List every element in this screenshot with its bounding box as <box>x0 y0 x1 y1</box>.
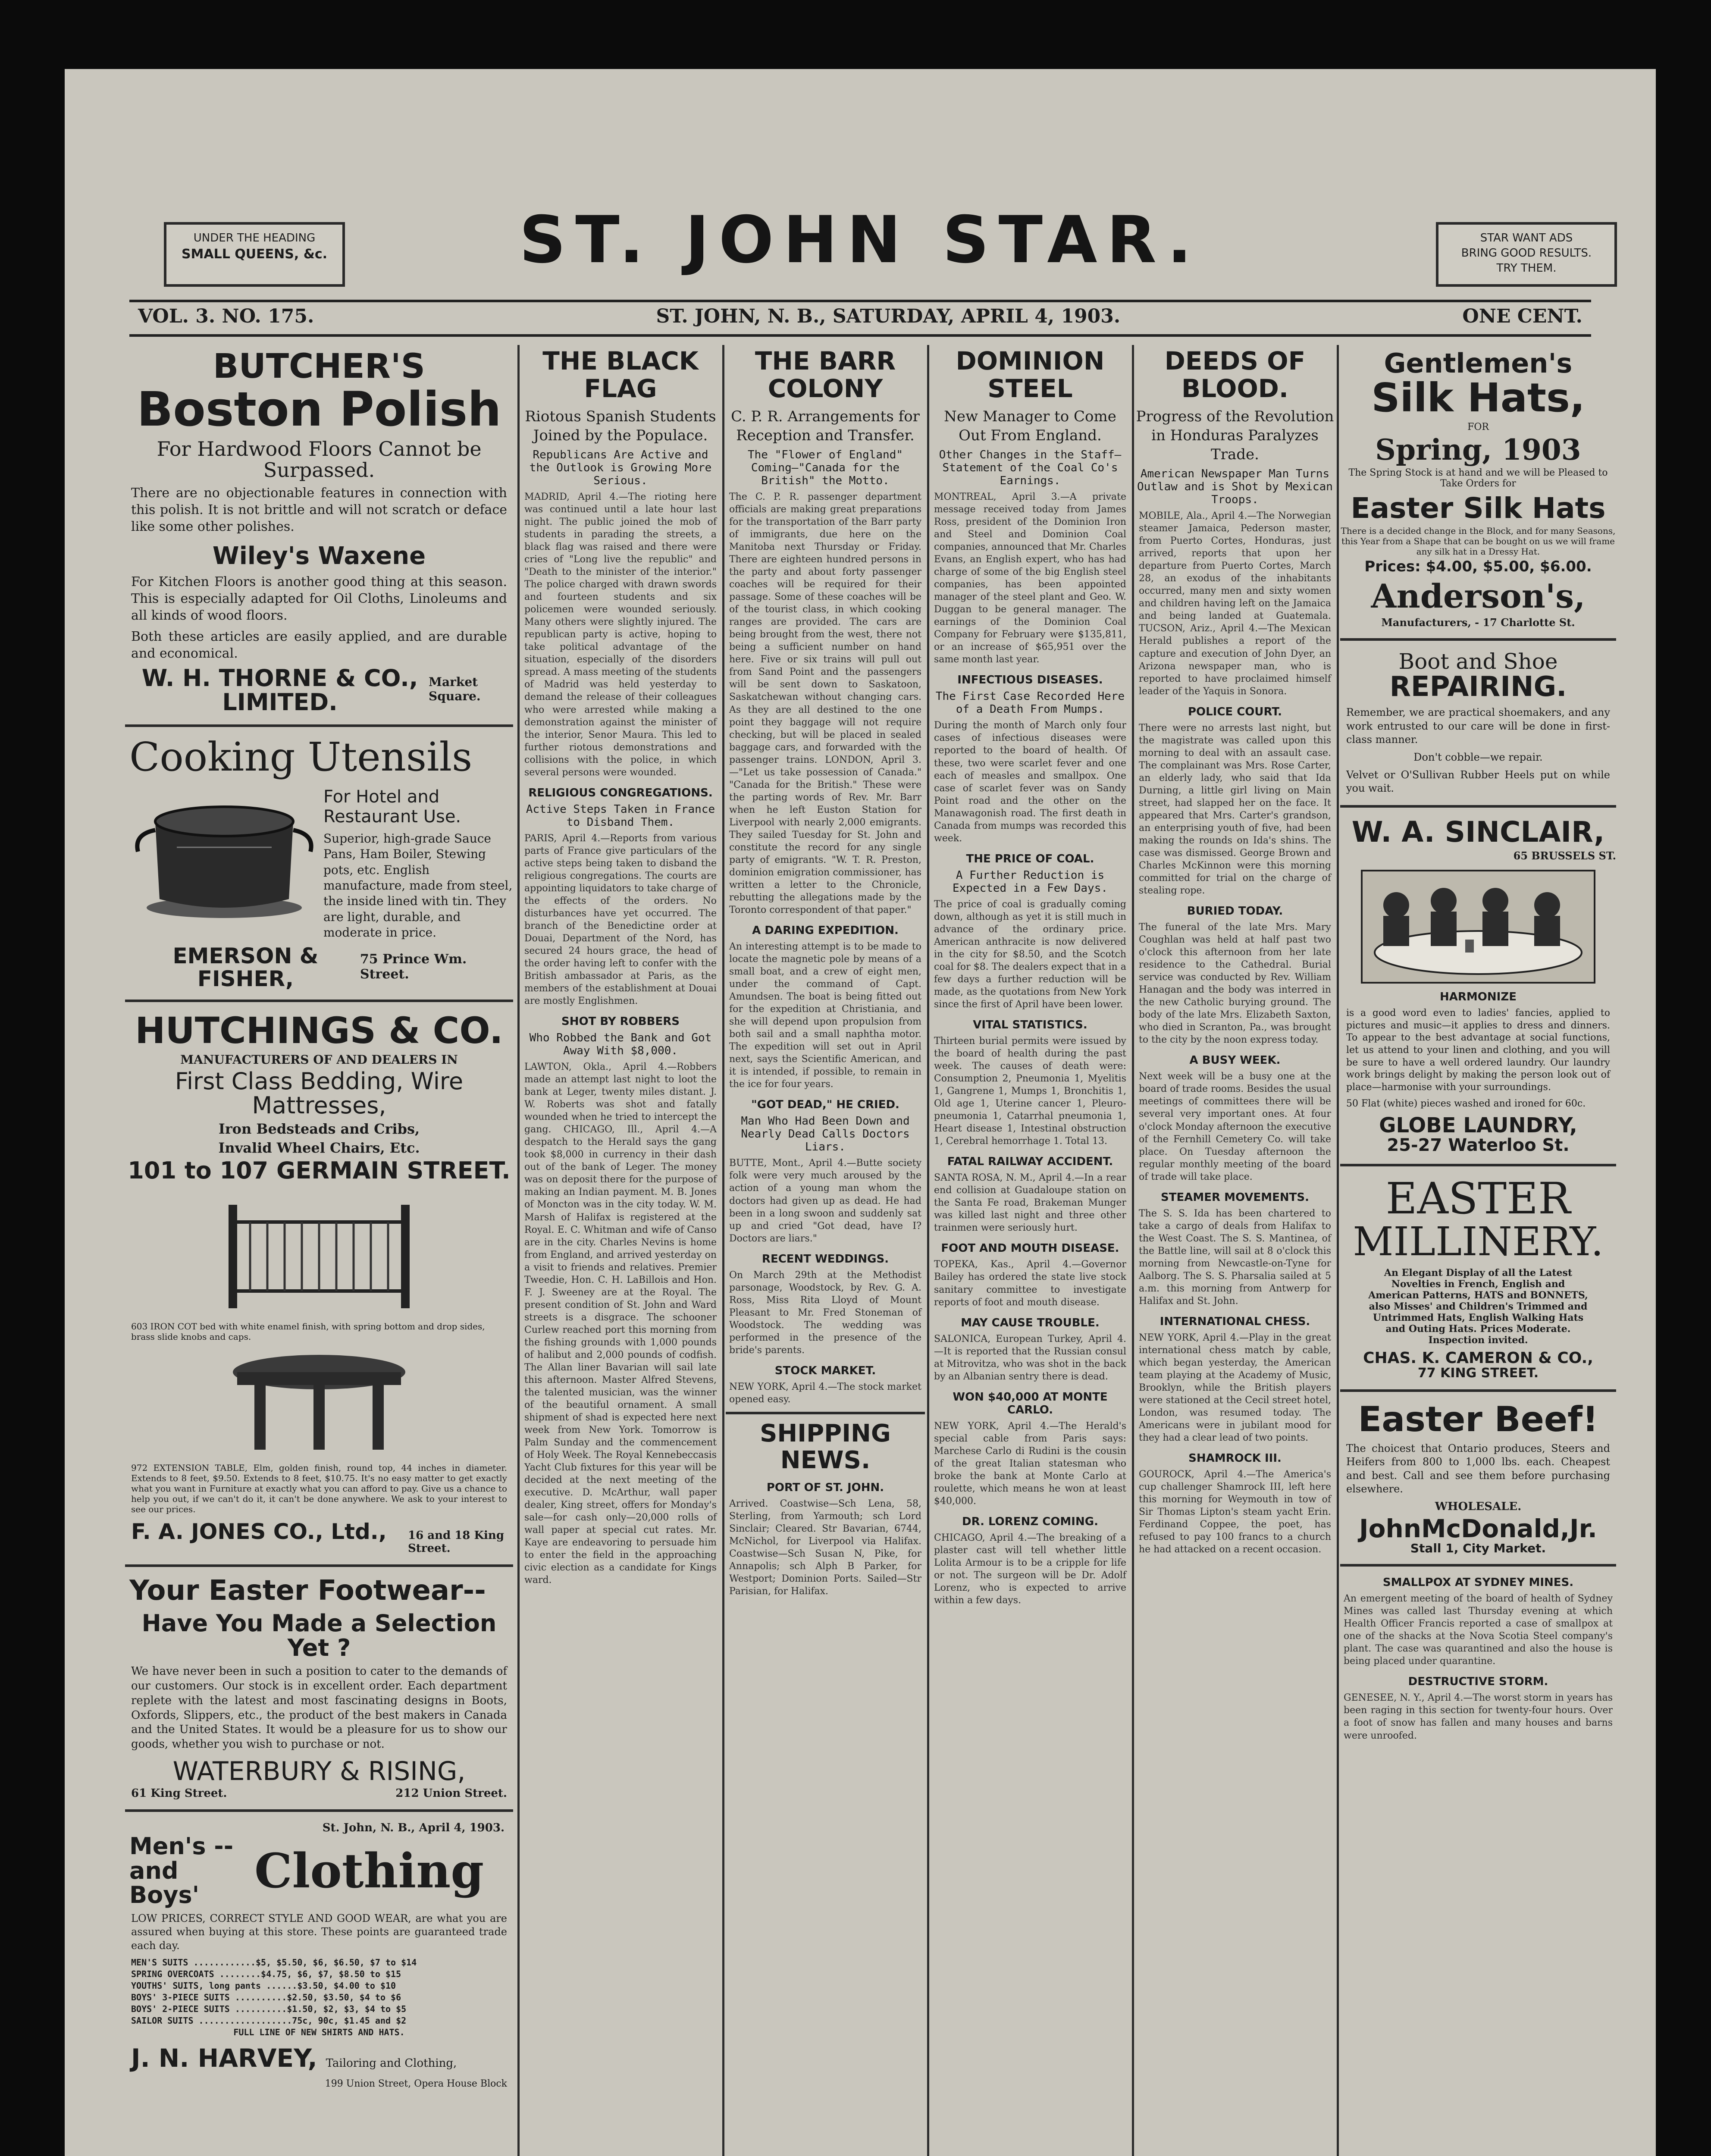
column-rule <box>1337 345 1339 2156</box>
coal-deck: A Further Reduction is Expected in a Few Days. <box>952 868 1108 895</box>
smallpox-headline: SMALLPOX AT SYDNEY MINES. <box>1382 1576 1574 1589</box>
column-rule <box>927 345 929 2156</box>
ear-right-line: TRY THEM. <box>1496 262 1557 275</box>
black-flag-deck: Riotous Spanish Students Joined by the Populace. <box>525 407 716 444</box>
waxene-title: Wiley's Waxene <box>212 542 426 570</box>
ad-divider <box>125 1564 513 1567</box>
railway-accident-story: SANTA ROSA, N. M., April 4.—In a rear end collision at Guadaloupe station on the Santa Fe road, Brakeman Munger was killed last night and three other trainmen were seriously hurt. <box>934 1172 1126 1234</box>
vital-statistics-headline: VITAL STATISTICS. <box>973 1018 1087 1031</box>
robbers-headline: SHOT BY ROBBERS <box>561 1015 680 1028</box>
crib-caption: 603 IRON COT bed with white enamel finish, with spring bottom and drop sides, brass slide knobs and caps. <box>131 1321 485 1342</box>
waterbury-address-1: 61 King Street. <box>131 1787 227 1800</box>
expedition-story: An interesting attempt is to be made to locate the magnetic pole by means of a small boat, and a crew of eight men, under the command of Capt. Amundsen. The boat is being fitted out for the expedition at Christiania, and she will depend upon propulsion from both sail and a small naphtha motor. The expedition will set out in April next, says the Scientific American, and it is intended, if possible, to remain in the ice for four years. <box>729 941 921 1090</box>
infectious-headline: INFECTIOUS DISEASES. <box>957 674 1103 687</box>
news-column-black-flag <box>521 345 720 2156</box>
news-column-deeds-of-blood <box>1135 345 1335 2156</box>
price-line: BOYS' 2-PIECE SUITS ..........$1.50, $2, $3, $4 to $5 <box>131 2003 407 2014</box>
vital-statistics-story: Thirteen burial permits were issued by the board of health during the past week. The causes of death were: Consumption 2, Pneumonia 1, Myelitis 1, Gangrene 1, Mumps 1, Bronchitis 1, Old age 1, Uterine cancer 1, Pleuro-pneumonia 1, Catarrhal pneumonia 1, Heart disease 1, Intestinal obstruction 1, Cerebral hemorrhage 1. Total 13. <box>934 1036 1126 1147</box>
ad-divider <box>1340 1564 1616 1567</box>
shipping-news-headline: SHIPPING NEWS. <box>760 1419 891 1474</box>
black-flag-subdeck: Republicans Are Active and the Outlook is Growing More Serious. <box>529 448 712 487</box>
easter-silk-hats: Easter Silk Hats <box>1351 491 1606 525</box>
infectious-story: During the month of March only four cases of infectious diseases were reported to the board of health. Of these, two were scarlet fever and one each of measles and smallpox. One case of scarlet fever was on Sandy Point road and the other on the Manawagonish road. The first death in Canada from mumps was recorded this week. <box>934 720 1126 844</box>
gentlemens-title: Gentlemen's <box>1384 348 1573 379</box>
waterbury-address-2: 212 Union Street. <box>395 1787 507 1800</box>
shamrock-headline: SHAMROCK III. <box>1188 1452 1282 1465</box>
easter-beef-title: Easter Beef! <box>1358 1399 1598 1440</box>
waterbury-addresses <box>131 1787 507 1800</box>
railway-accident-headline: FATAL RAILWAY ACCIDENT. <box>947 1155 1113 1169</box>
buried-headline: BURIED TODAY. <box>1187 905 1283 918</box>
andersons-address: Manufacturers, - 17 Charlotte St. <box>1381 616 1575 629</box>
thorne-name: W. H. THORNE & CO., LIMITED. <box>141 664 418 716</box>
wholesale-label: WHOLESALE. <box>1435 1500 1522 1513</box>
cooking-text: Superior, high-grade Sauce Pans, Ham Boiler, Stewing pots, etc. English manufacture, made from steel, the inside lined with tin. They are light, durable, and moderate in price. <box>323 831 513 940</box>
ear-right-line: BRING GOOD RESULTS. <box>1461 247 1592 260</box>
steamer-headline: STEAMER MOVEMENTS. <box>1161 1191 1309 1204</box>
storm-story: GENESEE, N. Y., April 4.—The worst storm in years has been raging in this section for twenty-four hours. Over a foot of snow has fallen and many houses and barns were unroofed. <box>1344 1692 1613 1741</box>
dominion-steel-subdeck: Other Changes in the Staff—Statement of the Coal Co's Earnings. <box>939 448 1122 487</box>
harvey-address: 199 Union Street, Opera House Block <box>325 2078 507 2089</box>
ad-column-right <box>1340 345 1616 2156</box>
butchers-title: BUTCHER'S <box>213 347 425 386</box>
black-flag-story: MADRID, April 4.—The rioting here was continued until a late hour last night. The public joined the mob of students in parading the streets, a black flag was raised and there were cries of "Long live the republic" and "Death to the minister of the interior." The police charged with drawn swords and fourteen students and six policemen were wounded seriously. Many others were slightly injured. The republican party is active, hoping to take political advantage of the situation, especially of the disorders spread. A mass meeting of the students of Madrid was held yesterday to demand the release of their colleagues who were arrested while making a demonstration against the minister of the interior, Senor Maura. This led to further riotous demonstrations and collisions with the police, in which several persons were wounded. <box>524 491 717 778</box>
chess-headline: INTERNATIONAL CHESS. <box>1159 1315 1310 1328</box>
waterbury-name: WATERBURY & RISING, <box>172 1756 466 1787</box>
polish-text: There are no objectionable features in connection with this polish. It is not brittle and will not scratch or deface like some other polishes. <box>131 485 507 534</box>
ear-left-line: SMALL QUEENS, &c. <box>181 247 328 262</box>
volume-number: VOL. 3. NO. 175. <box>138 305 314 327</box>
waxene-text-2: Both these articles are easily applied, and are durable and economical. <box>131 629 507 661</box>
issue-date: ST. JOHN, N. B., SATURDAY, APRIL 4, 1903. <box>656 305 1121 327</box>
sauce-pan-illustration <box>125 783 323 925</box>
barr-colony-subdeck: The "Flower of England" Coming—"Canada for the British" the Motto. <box>747 448 903 487</box>
ad-divider <box>125 724 513 727</box>
stock-market-headline: STOCK MARKET. <box>774 1364 876 1377</box>
spring-1903: Spring, 1903 <box>1375 432 1581 467</box>
price-line: BOYS' 3-PIECE SUITS ..........$2.50, $3.50, $4 to $6 <box>131 1992 401 2002</box>
cameron-address: 77 KING STREET. <box>1417 1365 1539 1381</box>
millinery-title: MILLINERY. <box>1353 1219 1604 1265</box>
busy-week-story: Next week will be a busy one at the board of trade rooms. Besides the usual meetings of committees there will be several very important ones. At four o'clock Monday afternoon the executive of the Fernhill Cemetery Co. will take place. On Tuesday afternoon the regular monthly meeting of the board of trade will take place. <box>1139 1071 1331 1182</box>
trouble-story: SALONICA, European Turkey, April 4.—It is reported that the Russian consul at Mitrovitza, who was shot in the back by an Albanian sentry there is dead. <box>934 1333 1126 1382</box>
barr-colony-story: The C. P. R. passenger department officials are making great preparations for the transportation of the Barr party of immigrants, due here on the Manitoba next Thursday or Friday. There are eighteen hundred persons in the party and about forty passenger coaches will be required for their passage. Some of these coaches will be of the tourist class, in which cooking ranges are provided. The cars are being brought from the west, there not being a sufficient number on hand here. Five or six trains will pull out from Sand Point and the passengers will be sent down to Saskatoon, Saskatchewan without changing cars. As they are all destined to the one point they baggage will not require checking, but will be placed in sealed baggage cars, and forwarded with the passenger trains. LONDON, April 3.—"Let us take possession of Canada." "Canada for the British." These were the parting words of Rev. Mr. Barr when he left Euston Station for Liverpool with nearly 2,000 emigrants. They sailed Tuesday for St. John and constitute the record for any single party of emigrants. "W. T. R. Preston, dominion emigration commissioner, has written a letter to the Chronicle, rebutting the allegations made by the Toronto correspondent of that paper." <box>729 491 921 915</box>
harmonize-text-2: 50 Flat (white) pieces washed and ironed for 60c. <box>1346 1098 1586 1109</box>
thorne-address: Market Square. <box>429 674 481 703</box>
barr-colony-deck: C. P. R. Arrangements for Reception and Transfer. <box>731 407 920 444</box>
port-subhead: PORT OF ST. JOHN. <box>766 1481 884 1495</box>
stock-market-story: NEW YORK, April 4.—The stock market opened easy. <box>729 1381 921 1405</box>
andersons-name: Anderson's, <box>1371 577 1586 615</box>
ad-divider <box>1340 638 1616 641</box>
dateline <box>138 305 1583 327</box>
busy-week-headline: A BUSY WEEK. <box>1189 1054 1281 1067</box>
hutchings-bedding: First Class Bedding, Wire Mattresses, <box>175 1067 464 1119</box>
harmonize-caption: HARMONIZE <box>1440 990 1517 1003</box>
column-rule <box>1132 345 1134 2156</box>
cooking-block <box>125 783 513 941</box>
masthead: ST. JOHN STAR. <box>519 203 1201 278</box>
emerson-line <box>131 945 507 990</box>
clothing-heading <box>125 1834 513 1908</box>
buried-story: The funeral of the late Mrs. Mary Coughlan was held at half past two o'clock this afternoon from her late residence to the Cathedral. Burial service was conducted by Rev. William Hanagan and the body was interred in the new Catholic burying ground. The body of the late Mrs. Elizabeth Saxton, who died in Scranton, Pa., was brought to the city by the noon express today. <box>1139 922 1331 1046</box>
ad-divider <box>125 1809 513 1812</box>
price-line: YOUTHS' SUITS, long pants ......$3.50, $4.00 to $10 <box>131 1980 396 1991</box>
boston-polish-title: Boston Polish <box>137 381 501 437</box>
police-court-headline: POLICE COURT. <box>1188 705 1282 718</box>
mcdonald-address: Stall 1, City Market. <box>1410 1541 1546 1555</box>
harvey-line <box>131 2045 507 2071</box>
for-label: FOR <box>1467 421 1489 432</box>
thorne-line <box>131 666 507 715</box>
dominion-steel-story: MONTREAL, April 3.—A private message received today from James Ross, president of the Dominion Iron and Steel and Dominion Coal companies, announced that Mr. Charles Evans, an English expert, who has had charge of some of the big English steel companies, has been appointed manager of the steel plant and Geo. W. Duggan to be general manager. The earnings of the Dominion Coal Company for February were $135,811, or an increase of $65,951 over the same month last year. <box>934 491 1126 665</box>
steamer-story: The S. S. Ida has been chartered to take a cargo of deals from Halifax to the West Coast. The S. S. Mantinea, of the Battle line, will sail at 8 o'clock this morning from Newcastle-on-Tyne for Aalborg. The S. S. Pharsalia sailed at 5 a.m. this morning from Antwerp for Halifax and St. John. <box>1139 1208 1331 1307</box>
police-court-story: There were no arrests last night, but the magistrate was called upon this morning to deal with an assault case. The complainant was Mrs. Rose Carter, an elderly lady, who said that Ida Durning, a little girl living on Main street, had slapped her on the face. It appeared that Mrs. Carter's grandson, an enterprising youth of five, had been making the rounds on Ida's shins. The case was dismissed. George Brown and Charles McKinnon were this morning committed for trial on the charge of stealing rope. <box>1139 722 1331 896</box>
religious-deck: Active Steps Taken in France to Disband Them. <box>526 802 715 829</box>
weddings-headline: RECENT WEDDINGS. <box>761 1252 889 1266</box>
cameron-name: CHAS. K. CAMERON & CO., <box>1363 1349 1593 1367</box>
hutchings-address: 101 to 107 GERMAIN STREET. <box>128 1157 511 1185</box>
sinclair-name: W. A. SINCLAIR, <box>1351 815 1605 849</box>
ad-divider <box>1340 805 1616 808</box>
foot-mouth-headline: FOOT AND MOUTH DISEASE. <box>941 1242 1119 1255</box>
got-dead-story: BUTTE, Mont., April 4.—Butte society folk were very much aroused by the action of a young man whom the doctors had given up as dead. He had been in a long swoon and suddenly sat up and cried "Got dead, have I? Doctors are liars." <box>729 1158 921 1244</box>
deeds-headline: DEEDS OF BLOOD. <box>1164 346 1306 403</box>
selection-title: Have You Made a Selection Yet ? <box>141 1609 497 1661</box>
jones-address: 16 and 18 King Street. <box>408 1529 505 1555</box>
harmonize-text: is a good word even to ladies' fancies, applied to pictures and music—it applies to dress and dinners. To appear to the best advantage at social functions, let us attend to your linen and clothing, and you will be sure to have a well ordered laundry. Our laundry work brings delight by making the person look out of place—harmonise with your surroundings. <box>1346 1008 1610 1093</box>
ad-column-left <box>125 345 513 2156</box>
shipping-divider <box>726 1412 925 1414</box>
hutchings-line-2: Iron Bedsteads and Cribs, <box>218 1121 420 1138</box>
beef-text: The choicest that Ontario produces, Steers and Heifers from 800 to 1,000 lbs. each. Cheapest and best. Call and see them before purchasing elsewhere. <box>1346 1442 1610 1495</box>
infectious-deck: The First Case Recorded Here of a Death From Mumps. <box>935 690 1125 716</box>
trouble-headline: MAY CAUSE TROUBLE. <box>961 1316 1100 1329</box>
chess-story: NEW YORK, April 4.—Play in the great international chess match by cable, which began yesterday, the American team playing at the Academy of Music, Brooklyn, while the British players were stationed at the Cecil street hotel, London, was resumed today. The Americans were in jubilant mood for they had a clear lead of two points. <box>1139 1332 1331 1444</box>
cooking-utensils-title: Cooking Utensils <box>129 734 473 780</box>
harvey-name: J. N. HARVEY, <box>131 2043 317 2073</box>
clothing-heading-left <box>125 1834 254 1908</box>
boot-text-2: Don't cobble—we repair. <box>1413 751 1543 764</box>
emerson-name: EMERSON & FISHER, <box>172 943 319 991</box>
coal-headline: THE PRICE OF COAL. <box>966 852 1094 865</box>
sinclair-address: 65 BRUSSELS ST. <box>1513 849 1616 862</box>
clothing-text: LOW PRICES, CORRECT STYLE AND GOOD WEAR, are what you are assured when buying at this store. These points are guaranteed trade each day. <box>131 1912 507 1952</box>
price-line: SAILOR SUITS ..................75c, 90c, $1.45 and $2 <box>131 2015 407 2026</box>
emerson-address: 75 Prince Wm. Street. <box>360 952 467 982</box>
shipping-list: Arrived. Coastwise—Sch Lena, 58, Sterling, from Yarmouth; sch Lord Sinclair; Cleared. Str Bavarian, 6744, McNichol, for Liverpool via Halifax. Coastwise—Sch Susan N, Pike, for Annapolis; sch Alph B Parker, for Westport; Dominion Ports. Sailed—Str Parisian, for Halifax. <box>729 1498 921 1597</box>
foot-mouth-story: TOPEKA, Kas., April 4.—Governor Bailey has ordered the state live stock sanitary committee to investigate reports of foot and mouth disease. <box>934 1259 1126 1308</box>
millinery-text: An Elegant Display of all the Latest Novelties in French, English and American Patterns, HATS and BONNETS, also Misses' and Children's Trimmed and Untrimmed Hats, English Walking Hats and Outing Hats. Prices Moderate. Inspection invited. <box>1368 1267 1588 1346</box>
religious-story: PARIS, April 4.—Reports from various parts of France give particulars of the active steps being taken to disband the religious congregations. The courts are appointing liquidators to take charge of the effects of the orders. No disturbances have yet occurred. The branch of the Benedictine order at Douai, Department of the Nord, has secured 24 hours grace, the head of the order having left to confer with the British ambassador at Paris, as the members of the establishment at Douai are mostly Englishmen. <box>524 833 717 1007</box>
clothing-price-list <box>131 1957 507 2038</box>
boot-shoe-title: Boot and Shoe <box>1398 649 1558 674</box>
dinner-party-illustration <box>1357 866 1599 987</box>
crib-illustration <box>207 1188 431 1317</box>
monte-carlo-story: NEW YORK, April 4.—The Herald's special cable from Paris says: Marchese Carlo di Rudini is the cousin of the great Italian statesman who broke the bank at Monte Carlo at roulette, which means he won at least $40,000. <box>934 1420 1126 1507</box>
shamrock-story: GOUROCK, April 4.—The America's cup challenger Shamrock III, left here this morning for Weymouth in tow of Sir Thomas Lipton's steam yacht Erin. Ferdinand Coppee, the poet, has refused to pay 100 francs to a church he had attacked on a recent occasion. <box>1139 1469 1331 1555</box>
smallpox-story: An emergent meeting of the board of health of Sydney Mines was called last Thursday evening at which Health Officer Francis reported a case of smallpox at one of the shacks at the Nova Scotia Steel company's plant. The case was quarantined and also the house is being placed under quarantine. <box>1344 1593 1613 1667</box>
price-line: MEN'S SUITS ............$5, $5.50, $6, $6.50, $7 to $14 <box>131 1957 417 1968</box>
mens-label: Men's -- <box>129 1833 234 1860</box>
extension-table-illustration <box>220 1346 418 1458</box>
boot-text: Remember, we are practical shoemakers, and any work entrusted to our care will be done in first-class manner. <box>1346 706 1610 746</box>
boot-text-3: Velvet or O'Sullivan Rubber Heels put on while you wait. <box>1346 769 1610 795</box>
price-line: SPRING OVERCOATS ........$4.75, $6, $7, $8.50 to $15 <box>131 1968 401 1979</box>
easter-millinery-title: EASTER <box>1385 1173 1571 1224</box>
ear-left-line: UNDER THE HEADING <box>193 232 316 244</box>
deeds-subdeck: American Newspaper Man Turns Outlaw and is Shot by Mexican Troops. <box>1137 467 1333 507</box>
mcdonald-name: JohnMcDonald,Jr. <box>1359 1514 1597 1543</box>
dominion-steel-deck: New Manager to Come Out From England. <box>944 407 1116 444</box>
got-dead-deck: Man Who Had Been Down and Nearly Dead Calls Doctors Liars. <box>741 1115 910 1154</box>
cooking-text-block <box>323 783 513 941</box>
ad-divider <box>125 1000 513 1002</box>
clothing-title: Clothing <box>254 1843 484 1899</box>
got-dead-headline: "GOT DEAD," HE CRIED. <box>751 1098 899 1112</box>
globe-laundry-name: GLOBE LAUNDRY, <box>1379 1113 1577 1138</box>
newspaper-page <box>65 69 1656 2156</box>
header-rule <box>129 334 1591 337</box>
dominion-steel-headline: DOMINION STEEL <box>956 346 1105 403</box>
globe-laundry-address: 25-27 Waterloo St. <box>1387 1135 1570 1156</box>
news-column-dominion-steel <box>931 345 1130 2156</box>
news-column-barr-colony <box>726 345 925 2156</box>
storm-headline: DESTRUCTIVE STORM. <box>1408 1675 1548 1689</box>
expedition-headline: A DARING EXPEDITION. <box>752 924 899 937</box>
table-caption: 972 EXTENSION TABLE, Elm, golden finish, round top, 44 inches in diameter. Extends to 8 feet, $9.50. Extends to 8 feet, $10.75. It's no easy matter to get exactly what you want in Furniture at exactly what you can afford to pay. Give us a chance to help you out, if we can't do it, it can't be done anywhere. We ask to your interest to see our prices. <box>131 1462 507 1514</box>
religious-headline: RELIGIOUS CONGREGATIONS. <box>528 786 713 799</box>
hat-prices: Prices: $4.00, $5.00, $6.00. <box>1364 558 1592 576</box>
weddings-story: On March 29th at the Methodist parsonage, Woodstock, by Rev. G. A. Ross, Miss Rita Lloyd of Mount Pleasant to Mr. Fred Stoneman of Woodstock. The wedding was performed in the presence of the bride's parents. <box>729 1269 921 1356</box>
spring-text: The Spring Stock is at hand and we will be Pleased to Take Orders for <box>1348 467 1608 489</box>
footwear-text: We have never been in such a position to cater to the demands of our customers. Our stock is in excellent order. Each department replete with the latest and most fascinating designs in Boots, Oxfords, Slippers, etc., the product of the best makers in Canada and the United States. It would be a pleasure for us to show our goods, whether you wish to purchase or not. <box>131 1665 507 1751</box>
robbers-deck: Who Robbed the Bank and Got Away With $8,000. <box>529 1031 712 1058</box>
easter-silk-text: There is a decided change in the Block, and for many Seasons, this Year from a Shape that can be bought on us we will frame any silk hat in a Dressy Hat. <box>1341 526 1616 557</box>
ad-divider <box>1340 1164 1616 1166</box>
coal-story: The price of coal is gradually coming down, although as yet it is still much in advance of the ordinary price. American anthracite is now delivered in the city for $8.50, and the Scotch coal for $8. The dealers expect that in a few days a further reduction will be made, as the quotations from New York since the first of April have been lower. <box>934 899 1126 1010</box>
hutchings-title: HUTCHINGS & CO. <box>135 1009 503 1052</box>
barr-colony-headline: THE BARR COLONY <box>755 346 896 403</box>
header-rule <box>129 300 1591 302</box>
jones-name: F. A. JONES CO., Ltd., <box>131 1519 387 1544</box>
ad-divider <box>1340 1389 1616 1392</box>
repairing-title: REPAIRING. <box>1389 671 1567 703</box>
jones-line <box>131 1520 507 1555</box>
column-rule <box>517 345 520 2156</box>
deeds-story: MOBILE, Ala., April 4.—The Norwegian steamer Jamaica, Pederson master, from Puerto Cortes, Honduras, just arrived, reports that upon her departure from Puerto Cortes, March 28, an exodus of the inhabitants occurred, many men and sixty women and children having left on the Jamaica and being landed at Guatemala. TUCSON, Ariz., April 4.—The Mexican Herald publishes a report of the capture and execution of John Dyer, an Arizona newspaper man, who is reported to have proclaimed himself leader of the Yaquis in Sonora. <box>1139 511 1331 697</box>
hutchings-subtitle: MANUFACTURERS OF AND DEALERS IN <box>180 1052 458 1067</box>
ear-right-line: STAR WANT ADS <box>1480 232 1573 244</box>
clothing-dateline: St. John, N. B., April 4, 1903. <box>322 1821 505 1835</box>
harvey-subtitle: Tailoring and Clothing, <box>326 2056 457 2070</box>
column-rule <box>722 345 724 2156</box>
easter-footwear-title: Your Easter Footwear-- <box>129 1574 486 1607</box>
lorenz-headline: DR. LORENZ COMING. <box>962 1515 1098 1528</box>
black-flag-headline: THE BLACK FLAG <box>542 346 699 403</box>
boys-label: and Boys' <box>129 1857 200 1909</box>
price-line: FULL LINE OF NEW SHIRTS AND HATS. <box>233 2027 405 2037</box>
hutchings-line-3: Invalid Wheel Chairs, Etc. <box>218 1140 420 1156</box>
lorenz-story: CHICAGO, April 4.—The breaking of a plaster cast will tell whether little Lolita Armour is to be a cripple for life or not. The surgeon will be Dr. Adolf Lorenz, who is expected to arrive within a few days. <box>934 1532 1126 1606</box>
price: ONE CENT. <box>1462 305 1583 327</box>
ear-right <box>1436 222 1617 287</box>
robbers-story: LAWTON, Okla., April 4.—Robbers made an attempt last night to loot the bank at Leger, twenty miles distant. J. W. Roberts was shot and fatally wounded when he tried to intercept the gang. CHICAGO, Ill., April 4.—A despatch to the Herald says the gang took $8,000 in currency in their dash out of the bank of Leger. The money was on deposit there for the purpose of making an Indian payment. M. B. Jones of Moncton was in the city today. W. M. Marsh of Halifax is registered at the Royal. E. C. Whitman and wife of Canso are in the city. Charles Nevins is home from England, and arrived yesterday on a visit to friends and relatives. Premier Tweedie, Hon. C. H. LaBillois and Hon. F. J. Sweeney are at the Royal. The present condition of St. John and Ward streets is a disgrace. The schooner Curlew reached port this morning from the fishing grounds with 1,000 pounds of halibut and 2,000 pounds of codfish. The Allan liner Bavarian will sail late this afternoon. Master Alfred Stevens, the talented musician, was the winner of the beautiful ornament. A small shipment of shad is expected here next week from New York. Tomorrow is Palm Sunday and the commencement of Holy Week. The Royal Kennebeccasis Yacht Club fixtures for this year will be decided at the next meeting of the executive. D. McArthur, wall paper dealer, King street, offers for Monday's sale—for cash only—20,000 rolls of wall paper at special cut rates. Mr. Kaye are endeavoring to persuade him to enter the field in the approaching civic election as a candidate for Kings ward. <box>524 1062 717 1586</box>
deeds-deck: Progress of the Revolution in Honduras Paralyzes Trade. <box>1136 407 1334 463</box>
waxene-text: For Kitchen Floors is another good thing at this season. This is especially adapted for Oil Cloths, Linoleums and all kinds of wood floors. <box>131 574 507 623</box>
polish-tagline: For Hardwood Floors Cannot be Surpassed. <box>157 437 482 482</box>
cooking-subtitle: For Hotel and Restaurant Use. <box>323 787 461 827</box>
silk-hats-title: Silk Hats, <box>1371 375 1585 421</box>
monte-carlo-headline: WON $40,000 AT MONTE CARLO. <box>953 1390 1108 1416</box>
